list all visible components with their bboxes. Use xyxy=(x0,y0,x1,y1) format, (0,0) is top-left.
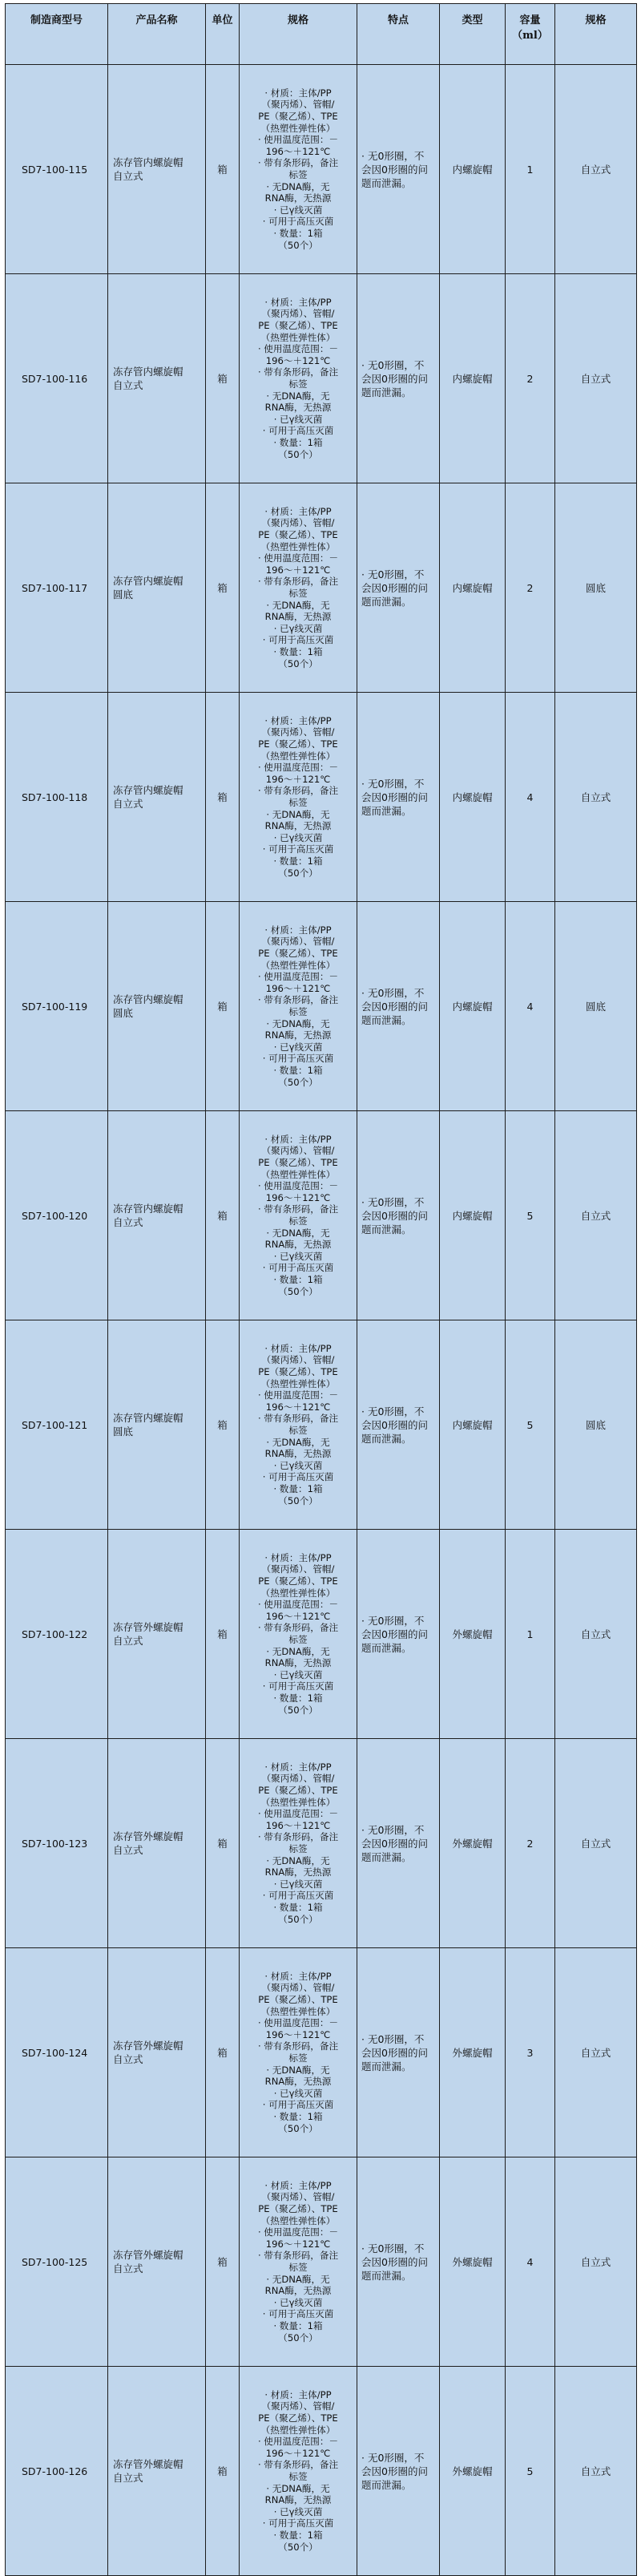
product-name-cell: 冻存管内螺旋帽 自立式 xyxy=(108,693,206,902)
specification-cell: · 材质：主体/PP （聚丙烯）、管帽/ PE（聚乙烯）、TPE （热塑性弹性体） · 使用温度范围：－ 196～＋121℃ · 带有条形码，备注 标签 · 无DNA酶，无 RNA酶，无热源 · 已γ线灭菌 · 可用于高压灭菌 · 数量：1箱 （50个） xyxy=(240,2367,357,2576)
table-body xyxy=(6,65,637,2576)
capacity-cell: 4 xyxy=(506,693,555,902)
type-cell: 外螺旋帽 xyxy=(440,1739,506,1948)
capacity-cell: 1 xyxy=(506,65,555,274)
unit-cell: 箱 xyxy=(206,274,240,483)
type-cell: 外螺旋帽 xyxy=(440,2157,506,2367)
type-cell: 内螺旋帽 xyxy=(440,693,506,902)
capacity-cell: 4 xyxy=(506,902,555,1111)
capacity-cell: 2 xyxy=(506,483,555,693)
model-cell: SD7-100-122 xyxy=(6,1530,108,1739)
product-name-cell: 冻存管外螺旋帽 自立式 xyxy=(108,2367,206,2576)
table-row xyxy=(6,2367,637,2576)
features-cell: · 无0形圈，不 会因0形圈的问 题而泄漏。 xyxy=(357,1320,440,1530)
type-cell: 内螺旋帽 xyxy=(440,902,506,1111)
features-cell: · 无0形圈，不 会因0形圈的问 题而泄漏。 xyxy=(357,2367,440,2576)
features-cell: · 无0形圈，不 会因0形圈的问 题而泄漏。 xyxy=(357,1530,440,1739)
model-cell: SD7-100-118 xyxy=(6,693,108,902)
model-cell: SD7-100-126 xyxy=(6,2367,108,2576)
product-table xyxy=(5,3,637,2576)
specification-cell: · 材质：主体/PP （聚丙烯）、管帽/ PE（聚乙烯）、TPE （热塑性弹性体） · 使用温度范围：－ 196～＋121℃ · 带有条形码，备注 标签 · 无DNA酶，无 RNA酶，无热源 · 已γ线灭菌 · 可用于高压灭菌 · 数量：1箱 （50个） xyxy=(240,1530,357,1739)
capacity-cell: 5 xyxy=(506,1320,555,1530)
product-name-cell: 冻存管内螺旋帽 圆底 xyxy=(108,902,206,1111)
unit-cell: 箱 xyxy=(206,1739,240,1948)
table-row xyxy=(6,902,637,1111)
product-name-cell: 冻存管内螺旋帽 自立式 xyxy=(108,274,206,483)
unit-cell: 箱 xyxy=(206,693,240,902)
header-product-name: 产品名称 xyxy=(108,4,206,65)
table-row xyxy=(6,65,637,274)
capacity-cell: 2 xyxy=(506,1739,555,1948)
type-cell: 内螺旋帽 xyxy=(440,1320,506,1530)
product-name-cell: 冻存管外螺旋帽 自立式 xyxy=(108,1948,206,2157)
table-row xyxy=(6,1530,637,1739)
features-cell: · 无0形圈，不 会因0形圈的问 题而泄漏。 xyxy=(357,1739,440,1948)
unit-cell: 箱 xyxy=(206,902,240,1111)
model-cell: SD7-100-117 xyxy=(6,483,108,693)
features-cell: · 无0形圈，不 会因0形圈的问 题而泄漏。 xyxy=(357,693,440,902)
unit-cell: 箱 xyxy=(206,1948,240,2157)
product-name-cell: 冻存管内螺旋帽 圆底 xyxy=(108,1320,206,1530)
model-cell: SD7-100-116 xyxy=(6,274,108,483)
format-cell: 圆底 xyxy=(555,483,637,693)
features-cell: · 无0形圈，不 会因0形圈的问 题而泄漏。 xyxy=(357,902,440,1111)
capacity-cell: 5 xyxy=(506,1111,555,1320)
features-cell: · 无0形圈，不 会因0形圈的问 题而泄漏。 xyxy=(357,2157,440,2367)
table-row xyxy=(6,2157,637,2367)
unit-cell: 箱 xyxy=(206,1111,240,1320)
specification-cell: · 材质：主体/PP （聚丙烯）、管帽/ PE（聚乙烯）、TPE （热塑性弹性体） · 使用温度范围：－ 196～＋121℃ · 带有条形码，备注 标签 · 无DNA酶，无 RNA酶，无热源 · 已γ线灭菌 · 可用于高压灭菌 · 数量：1箱 （50个） xyxy=(240,693,357,902)
format-cell: 圆底 xyxy=(555,902,637,1111)
model-cell: SD7-100-121 xyxy=(6,1320,108,1530)
format-cell: 自立式 xyxy=(555,274,637,483)
specification-cell: · 材质：主体/PP （聚丙烯）、管帽/ PE（聚乙烯）、TPE （热塑性弹性体） · 使用温度范围：－ 196～＋121℃ · 带有条形码，备注 标签 · 无DNA酶，无 RNA酶，无热源 · 已γ线灭菌 · 可用于高压灭菌 · 数量：1箱 （50个） xyxy=(240,2157,357,2367)
header-features: 特点 xyxy=(357,4,440,65)
unit-cell: 箱 xyxy=(206,2157,240,2367)
features-cell: · 无0形圈，不 会因0形圈的问 题而泄漏。 xyxy=(357,274,440,483)
format-cell: 自立式 xyxy=(555,2367,637,2576)
features-cell: · 无0形圈，不 会因0形圈的问 题而泄漏。 xyxy=(357,65,440,274)
model-cell: SD7-100-123 xyxy=(6,1739,108,1948)
table-row xyxy=(6,693,637,902)
product-name-cell: 冻存管外螺旋帽 自立式 xyxy=(108,2157,206,2367)
product-name-cell: 冻存管内螺旋帽 圆底 xyxy=(108,483,206,693)
capacity-cell: 4 xyxy=(506,2157,555,2367)
unit-cell: 箱 xyxy=(206,65,240,274)
specification-cell: · 材质：主体/PP （聚丙烯）、管帽/ PE（聚乙烯）、TPE （热塑性弹性体） · 使用温度范围：－ 196～＋121℃ · 带有条形码，备注 标签 · 无DNA酶，无 RNA酶，无热源 · 已γ线灭菌 · 可用于高压灭菌 · 数量：1箱 （50个） xyxy=(240,1739,357,1948)
specification-cell: · 材质：主体/PP （聚丙烯）、管帽/ PE（聚乙烯）、TPE （热塑性弹性体） · 使用温度范围：－ 196～＋121℃ · 带有条形码，备注 标签 · 无DNA酶，无 RNA酶，无热源 · 已γ线灭菌 · 可用于高压灭菌 · 数量：1箱 （50个） xyxy=(240,1320,357,1530)
header-capacity: 容量 （ml） xyxy=(506,4,555,65)
header-format: 规格 xyxy=(555,4,637,65)
header-unit: 单位 xyxy=(206,4,240,65)
product-name-cell: 冻存管内螺旋帽 自立式 xyxy=(108,65,206,274)
model-cell: SD7-100-120 xyxy=(6,1111,108,1320)
model-cell: SD7-100-115 xyxy=(6,65,108,274)
features-cell: · 无0形圈，不 会因0形圈的问 题而泄漏。 xyxy=(357,483,440,693)
type-cell: 外螺旋帽 xyxy=(440,1948,506,2157)
features-cell: · 无0形圈，不 会因0形圈的问 题而泄漏。 xyxy=(357,1948,440,2157)
type-cell: 外螺旋帽 xyxy=(440,2367,506,2576)
table-row xyxy=(6,483,637,693)
capacity-cell: 1 xyxy=(506,1530,555,1739)
format-cell: 自立式 xyxy=(555,693,637,902)
unit-cell: 箱 xyxy=(206,483,240,693)
format-cell: 自立式 xyxy=(555,65,637,274)
format-cell: 自立式 xyxy=(555,1739,637,1948)
capacity-cell: 3 xyxy=(506,1948,555,2157)
type-cell: 内螺旋帽 xyxy=(440,1111,506,1320)
format-cell: 圆底 xyxy=(555,1320,637,1530)
type-cell: 内螺旋帽 xyxy=(440,483,506,693)
specification-cell: · 材质：主体/PP （聚丙烯）、管帽/ PE（聚乙烯）、TPE （热塑性弹性体） · 使用温度范围：－ 196～＋121℃ · 带有条形码，备注 标签 · 无DNA酶，无 RNA酶，无热源 · 已γ线灭菌 · 可用于高压灭菌 · 数量：1箱 （50个） xyxy=(240,65,357,274)
header-row xyxy=(6,4,637,65)
format-cell: 自立式 xyxy=(555,1948,637,2157)
unit-cell: 箱 xyxy=(206,1530,240,1739)
table-row xyxy=(6,1948,637,2157)
header-model: 制造商型号 xyxy=(6,4,108,65)
table-row xyxy=(6,1320,637,1530)
header-type: 类型 xyxy=(440,4,506,65)
capacity-cell: 2 xyxy=(506,274,555,483)
type-cell: 外螺旋帽 xyxy=(440,1530,506,1739)
table-row xyxy=(6,274,637,483)
model-cell: SD7-100-125 xyxy=(6,2157,108,2367)
unit-cell: 箱 xyxy=(206,2367,240,2576)
product-name-cell: 冻存管外螺旋帽 自立式 xyxy=(108,1739,206,1948)
specification-cell: · 材质：主体/PP （聚丙烯）、管帽/ PE（聚乙烯）、TPE （热塑性弹性体） · 使用温度范围：－ 196～＋121℃ · 带有条形码，备注 标签 · 无DNA酶，无 RNA酶，无热源 · 已γ线灭菌 · 可用于高压灭菌 · 数量：1箱 （50个） xyxy=(240,1948,357,2157)
format-cell: 自立式 xyxy=(555,1530,637,1739)
format-cell: 自立式 xyxy=(555,1111,637,1320)
model-cell: SD7-100-119 xyxy=(6,902,108,1111)
type-cell: 内螺旋帽 xyxy=(440,65,506,274)
specification-cell: · 材质：主体/PP （聚丙烯）、管帽/ PE（聚乙烯）、TPE （热塑性弹性体） · 使用温度范围：－ 196～＋121℃ · 带有条形码，备注 标签 · 无DNA酶，无 RNA酶，无热源 · 已γ线灭菌 · 可用于高压灭菌 · 数量：1箱 （50个） xyxy=(240,902,357,1111)
model-cell: SD7-100-124 xyxy=(6,1948,108,2157)
table-row xyxy=(6,1111,637,1320)
specification-cell: · 材质：主体/PP （聚丙烯）、管帽/ PE（聚乙烯）、TPE （热塑性弹性体） · 使用温度范围：－ 196～＋121℃ · 带有条形码，备注 标签 · 无DNA酶，无 RNA酶，无热源 · 已γ线灭菌 · 可用于高压灭菌 · 数量：1箱 （50个） xyxy=(240,1111,357,1320)
format-cell: 自立式 xyxy=(555,2157,637,2367)
type-cell: 内螺旋帽 xyxy=(440,274,506,483)
table-row xyxy=(6,1739,637,1948)
features-cell: · 无0形圈，不 会因0形圈的问 题而泄漏。 xyxy=(357,1111,440,1320)
header-specification: 规格 xyxy=(240,4,357,65)
capacity-cell: 5 xyxy=(506,2367,555,2576)
product-name-cell: 冻存管外螺旋帽 自立式 xyxy=(108,1530,206,1739)
product-name-cell: 冻存管内螺旋帽 自立式 xyxy=(108,1111,206,1320)
specification-cell: · 材质：主体/PP （聚丙烯）、管帽/ PE（聚乙烯）、TPE （热塑性弹性体） · 使用温度范围：－ 196～＋121℃ · 带有条形码，备注 标签 · 无DNA酶，无 RNA酶，无热源 · 已γ线灭菌 · 可用于高压灭菌 · 数量：1箱 （50个） xyxy=(240,274,357,483)
unit-cell: 箱 xyxy=(206,1320,240,1530)
specification-cell: · 材质：主体/PP （聚丙烯）、管帽/ PE（聚乙烯）、TPE （热塑性弹性体） · 使用温度范围：－ 196～＋121℃ · 带有条形码，备注 标签 · 无DNA酶，无 RNA酶，无热源 · 已γ线灭菌 · 可用于高压灭菌 · 数量：1箱 （50个） xyxy=(240,483,357,693)
